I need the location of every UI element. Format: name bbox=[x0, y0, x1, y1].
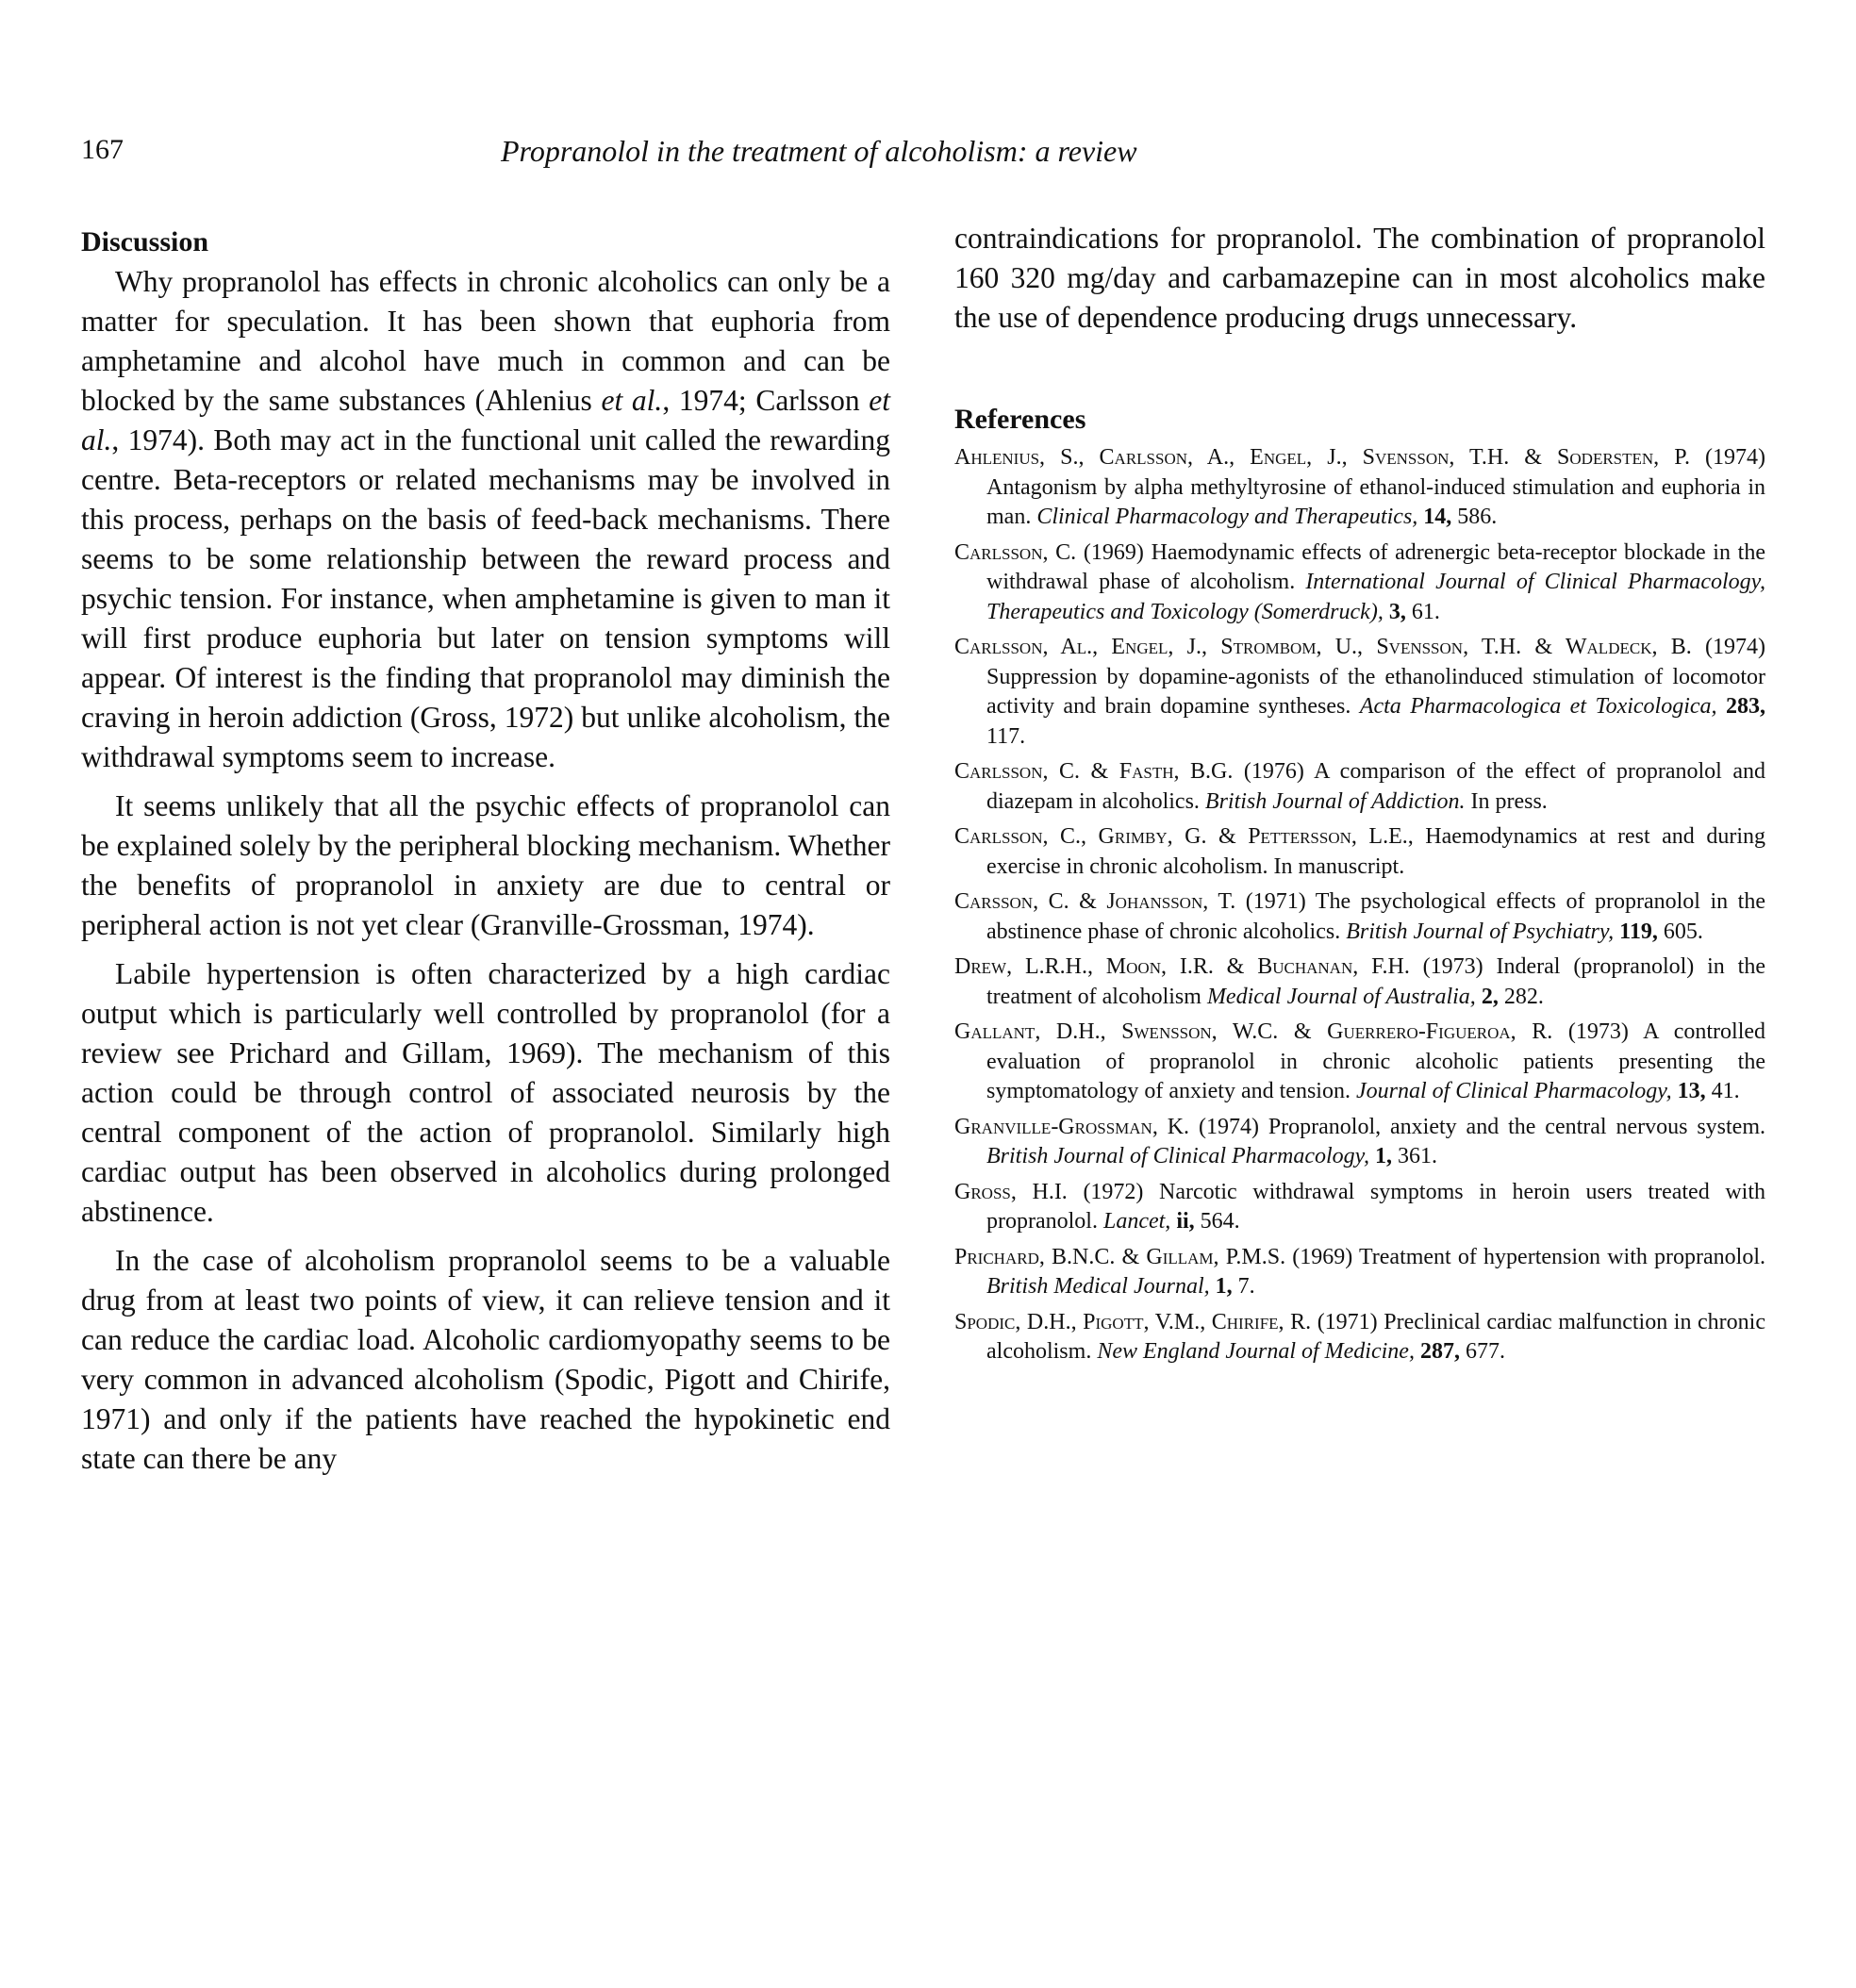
ref-journal: Acta Pharmacologica et Toxicologica, bbox=[1359, 694, 1717, 719]
right-column bbox=[954, 219, 1765, 1373]
ref-authors: Carlsson, Al., Engel, J., Strombom, U., Svensson, T.H. & Waldeck, B. bbox=[954, 635, 1692, 659]
ref-authors: Prichard, B.N.C. & Gillam, P.M.S. bbox=[954, 1244, 1286, 1269]
ref-volume: 14, bbox=[1417, 505, 1452, 529]
para1-text-b: , 1974; Carlsson bbox=[662, 384, 870, 417]
ref-pages: 117. bbox=[986, 723, 1026, 749]
para1-italic-a: et al. bbox=[601, 384, 663, 417]
ref-text: (1976) A comparison of the effect of propranolol and diazepam in alcoholics. bbox=[986, 759, 1765, 814]
ref-volume: ii, bbox=[1170, 1209, 1195, 1234]
ref-journal: Medical Journal of Australia, bbox=[1206, 984, 1476, 1009]
reference-item bbox=[954, 1308, 1765, 1367]
ref-text: (1972) Narcotic withdrawal symptoms in heroin users treated with propranolol. bbox=[986, 1179, 1765, 1234]
ref-volume: 283, bbox=[1716, 694, 1766, 719]
running-title: Propranolol in the treatment of alcoholism: a review bbox=[501, 134, 1137, 168]
reference-item bbox=[954, 443, 1765, 533]
ref-authors: Carlsson, C. bbox=[954, 539, 1077, 565]
ref-authors: Ahlenius, S., Carlsson, A., Engel, J., Svensson, T.H. & Sodersten, P. bbox=[954, 445, 1690, 470]
discussion-continuation: contraindications for propranolol. The combination of propranolol 160 320 mg/day and carbamazepine can in most alcoholics make the use of dependence producing drugs unnecessary. bbox=[954, 222, 1765, 334]
reference-item bbox=[954, 822, 1765, 882]
ref-text: (1971) The psychological effects of propranolol in the abstinence phase of chronic alcoholics. bbox=[986, 889, 1765, 944]
running-head bbox=[81, 134, 1760, 179]
ref-authors: Drew, L.R.H., Moon, I.R. & Buchanan, F.H. bbox=[954, 954, 1410, 979]
ref-pages: 282. bbox=[1498, 984, 1544, 1009]
ref-authors: Spodic, D.H., Pigott, V.M., Chirife, R. bbox=[954, 1309, 1312, 1334]
ref-authors: Granville-Grossman, K. bbox=[954, 1114, 1190, 1139]
ref-volume: 13, bbox=[1671, 1079, 1706, 1103]
ref-journal: New England Journal of Medicine, bbox=[1097, 1339, 1415, 1364]
reference-item bbox=[954, 887, 1765, 947]
reference-item bbox=[954, 1113, 1765, 1172]
ref-pages: 41. bbox=[1705, 1079, 1740, 1103]
ref-journal: International Journal of Clinical Pharmacology, Therapeutics and Toxicology (Somerdruck), bbox=[986, 570, 1765, 624]
ref-journal: British Medical Journal, bbox=[986, 1274, 1210, 1299]
reference-list bbox=[954, 443, 1765, 1367]
ref-volume: 287, bbox=[1414, 1339, 1460, 1364]
ref-text: (1973) Inderal (propranolol) in the treatment of alcoholism bbox=[986, 954, 1765, 1009]
reference-item bbox=[954, 757, 1765, 817]
ref-volume: 1, bbox=[1368, 1144, 1392, 1168]
ref-authors: Gallant, D.H., Swensson, W.C. & Guerrero-Figueroa, R. bbox=[954, 1019, 1553, 1044]
reference-item bbox=[954, 538, 1765, 628]
para1-text-c: , 1974). Both may act in the functional unit called the rewarding centre. Beta-receptors or related mechanisms may be involved in this process, perhaps on the basis of feed-back mechanisms. There seems to be some relationship between the reward process and psychic tension. For instance, when amphetamine is given to man it will first produce euphoria but later on tension symptoms will appear. Of interest is the finding that propranolol may diminish the craving in heroin addiction (Gross, 1972) but unlike alcoholism, the withdrawal symptoms seem to increase. bbox=[81, 423, 890, 773]
ref-volume: 3, bbox=[1383, 599, 1406, 624]
ref-journal: British Journal of Clinical Pharmacology, bbox=[986, 1144, 1369, 1168]
ref-journal: Lancet, bbox=[1102, 1209, 1171, 1234]
ref-authors: Carlsson, C. & Fasth, B.G. bbox=[954, 759, 1234, 784]
ref-text: (1974) Propranolol, anxiety and the central nervous system. bbox=[1189, 1114, 1766, 1139]
ref-pages: 564. bbox=[1194, 1209, 1240, 1234]
discussion-paragraph-2: It seems unlikely that all the psychic effects of propranolol can be explained solely by the peripheral blocking mechanism. Whether the benefits of propranolol in anxiety are due to central or peripheral action is not yet clear (Granville-Grossman, 1974). bbox=[81, 789, 890, 941]
ref-authors: Carlsson, C., Grimby, G. & Pettersson, L.E., bbox=[954, 824, 1414, 849]
ref-pages: 361. bbox=[1391, 1144, 1437, 1168]
reference-item bbox=[954, 953, 1765, 1012]
ref-journal: British Journal of Addiction. bbox=[1204, 788, 1466, 814]
ref-pages: 605. bbox=[1657, 919, 1703, 944]
para1-italic-b: et al. bbox=[81, 384, 890, 456]
ref-text: (1974) Antagonism by alpha methyltyrosine of ethanol-induced stimulation and euphoria in man. bbox=[986, 445, 1766, 529]
reference-item bbox=[954, 633, 1765, 752]
ref-volume: 1, bbox=[1209, 1274, 1233, 1299]
reference-item bbox=[954, 1018, 1765, 1107]
ref-pages: 586. bbox=[1451, 505, 1498, 529]
reference-item bbox=[954, 1243, 1765, 1302]
ref-text: (1974) Suppression by dopamine-agonists of the ethanolinduced stimulation of locomotor activity and brain dopamine syntheses. bbox=[986, 635, 1766, 719]
discussion-paragraph-4: In the case of alcoholism propranolol seems to be a valuable drug from at least two points of view, it can relieve tension and it can reduce the cardiac load. Alcoholic cardiomyopathy seems to be very common in advanced alcoholism (Spodic, Pigott and Chirife, 1971) and only if the patients have reached the hypokinetic end state can there be any bbox=[81, 1244, 890, 1475]
ref-text: (1971) Preclinical cardiac malfunction in chronic alcoholism. bbox=[986, 1309, 1765, 1364]
ref-pages: 7. bbox=[1232, 1274, 1255, 1299]
ref-journal: British Journal of Psychiatry, bbox=[1346, 919, 1615, 944]
ref-authors: Carsson, C. & Johansson, T. bbox=[954, 889, 1236, 914]
ref-journal: Journal of Clinical Pharmacology, bbox=[1355, 1079, 1672, 1103]
ref-pages: In press. bbox=[1465, 788, 1548, 814]
ref-text: Haemodynamics at rest and during exercise in chronic alcoholism. In manuscript. bbox=[986, 824, 1765, 879]
left-column bbox=[81, 219, 890, 1488]
discussion-paragraph-3: Labile hypertension is often characterized by a high cardiac output which is particularly well controlled by propranolol (for a review see Prichard and Gillam, 1969). The mechanism of this action could be through control of associated neurosis by the central component of the action of propranolol. Similarly high cardiac output has been observed in alcoholics during prolonged abstinence. bbox=[81, 957, 890, 1228]
ref-journal: Clinical Pharmacology and Therapeutics, bbox=[1036, 505, 1418, 529]
ref-volume: 119, bbox=[1614, 919, 1658, 944]
ref-pages: 677. bbox=[1459, 1339, 1505, 1364]
discussion-paragraph-1 bbox=[81, 262, 890, 777]
ref-text: (1969) Treatment of hypertension with propranolol. bbox=[1285, 1244, 1765, 1269]
ref-text: (1973) A controlled evaluation of propranolol in chronic alcoholic patients presenting the symptomatology of anxiety and tension. bbox=[986, 1019, 1766, 1103]
ref-pages: 61. bbox=[1405, 599, 1440, 624]
para1-text-a: Why propranolol has effects in chronic alcoholics can only be a matter for speculation. It has been shown that euphoria from amphetamine and alcohol have much in common and can be blocked by the same substances (Ahlenius bbox=[81, 265, 890, 417]
references-heading: References bbox=[954, 404, 1086, 435]
reference-item bbox=[954, 1178, 1765, 1237]
ref-volume: 2, bbox=[1475, 984, 1499, 1009]
ref-authors: Gross, H.I. bbox=[954, 1179, 1068, 1204]
discussion-heading: Discussion bbox=[81, 226, 209, 257]
page-number: 167 bbox=[81, 134, 124, 165]
ref-text: (1969) Haemodynamic effects of adrenergic beta-receptor blockade in the withdrawal phase of alcoholism. bbox=[986, 539, 1765, 594]
